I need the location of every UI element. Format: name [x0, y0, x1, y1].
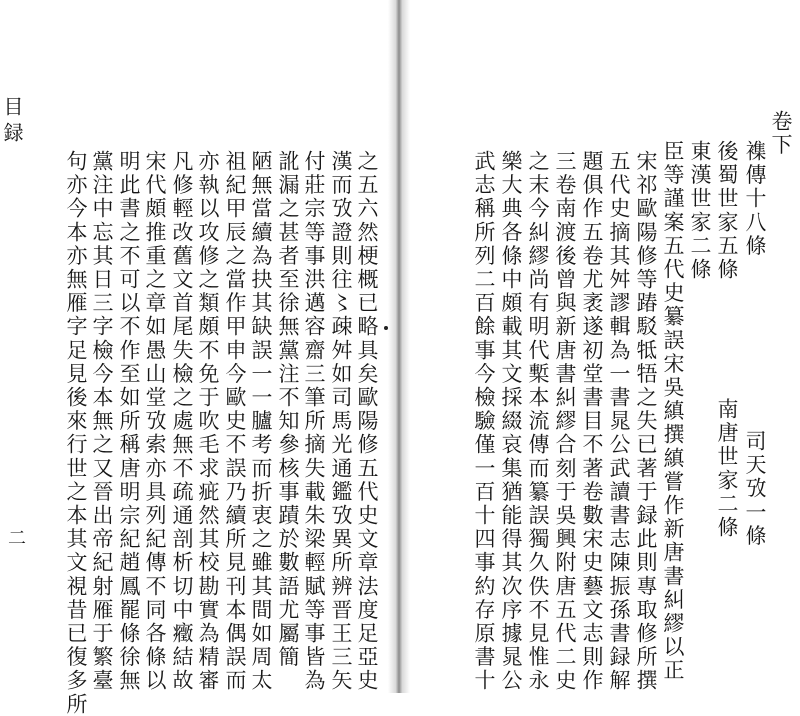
text-column-7: 樂大典各條中頗載其文採綴哀集猶能得其次序據晁公	[499, 150, 523, 693]
book-gutter	[388, 0, 410, 693]
text-column-6: 之末今糾繆尚有明代槧本流傳而纂誤獨久佚不見惟永	[526, 150, 550, 693]
left-column-3: 付莊宗等事洪邁容齋三筆所摘失載朱梁輕賦等事皆為	[302, 150, 326, 693]
subsection-detail: 司天攷一條	[743, 430, 767, 548]
left-column-10: 明此書之不可以不作至如所稱唐明宗紀趙鳳罷條徐無	[117, 150, 141, 693]
left-column-11: 黨注中忘其日三字檢今本無之又晉出帝紀射雁于繁臺	[90, 150, 114, 693]
text-column-8: 武志稱所列二百餘事今檢驗僅一百十四事約存原書十	[472, 150, 496, 693]
left-column-6: 祖紀甲辰之當作甲申今歐史不誤乃續所見刊本偶誤而	[223, 150, 247, 693]
text-column-1: 臣等謹案五代史纂誤宋吳縝撰縝嘗作新唐書糾繆以正	[661, 140, 685, 683]
entry-column-1: 襍傳十八條	[743, 140, 767, 258]
left-column-5: 陋無當續為抉其缺誤一一臚考而折衷之雖其間如周太	[249, 150, 273, 693]
subsection-title: 南唐世家二條	[715, 398, 739, 540]
margin-label: 目録	[0, 96, 24, 148]
left-column-9: 宋代頗推重之章如愚山堂攷索亦具列紀傳不同各條以	[143, 150, 167, 693]
text-column-4: 題俱作五卷尤袤遂初堂書目不著卷數宋史藝文志則作	[580, 150, 604, 693]
page-number: 二	[5, 528, 26, 549]
left-column-12: 句亦今本亦無雁字足見後來行世之本其文視昔已復多所	[64, 150, 88, 716]
text-column-2: 宋祁歐陽修等踳駁牴牾之失已著于録此則專取修所撰	[634, 150, 658, 693]
entry-column-2: 後蜀世家五條	[715, 140, 739, 282]
entry-column-3: 東漢世家二條	[688, 140, 712, 282]
text-column-5: 三卷南渡後曾與新唐書糾繆合刻于吳興附唐五代二史	[553, 150, 577, 693]
left-column-7: 亦執以攻修之類頗不免于吹毛求疵然其校勘實為精審	[196, 150, 220, 693]
left-column-1: 之五六然梗概已略具矣歐陽修五代史文章法度足亞史	[355, 150, 379, 693]
volume-heading: 卷下	[769, 110, 793, 158]
left-column-4: 訛漏之甚者至徐無黨注不知參核事蹟於數語尤屬簡	[276, 150, 300, 670]
left-column-2: 漢而攷證則往〻疎舛如司馬光通鑑攷異所辨晋王三矢	[329, 150, 353, 693]
text-column-3: 五代史摘其舛謬輯為一書晁公武讀書志陳振孫書録解	[607, 150, 631, 693]
left-column-8: 凡修輕改舊文首尾失檢之處無不疏通剖析切中癥結故	[170, 150, 194, 693]
